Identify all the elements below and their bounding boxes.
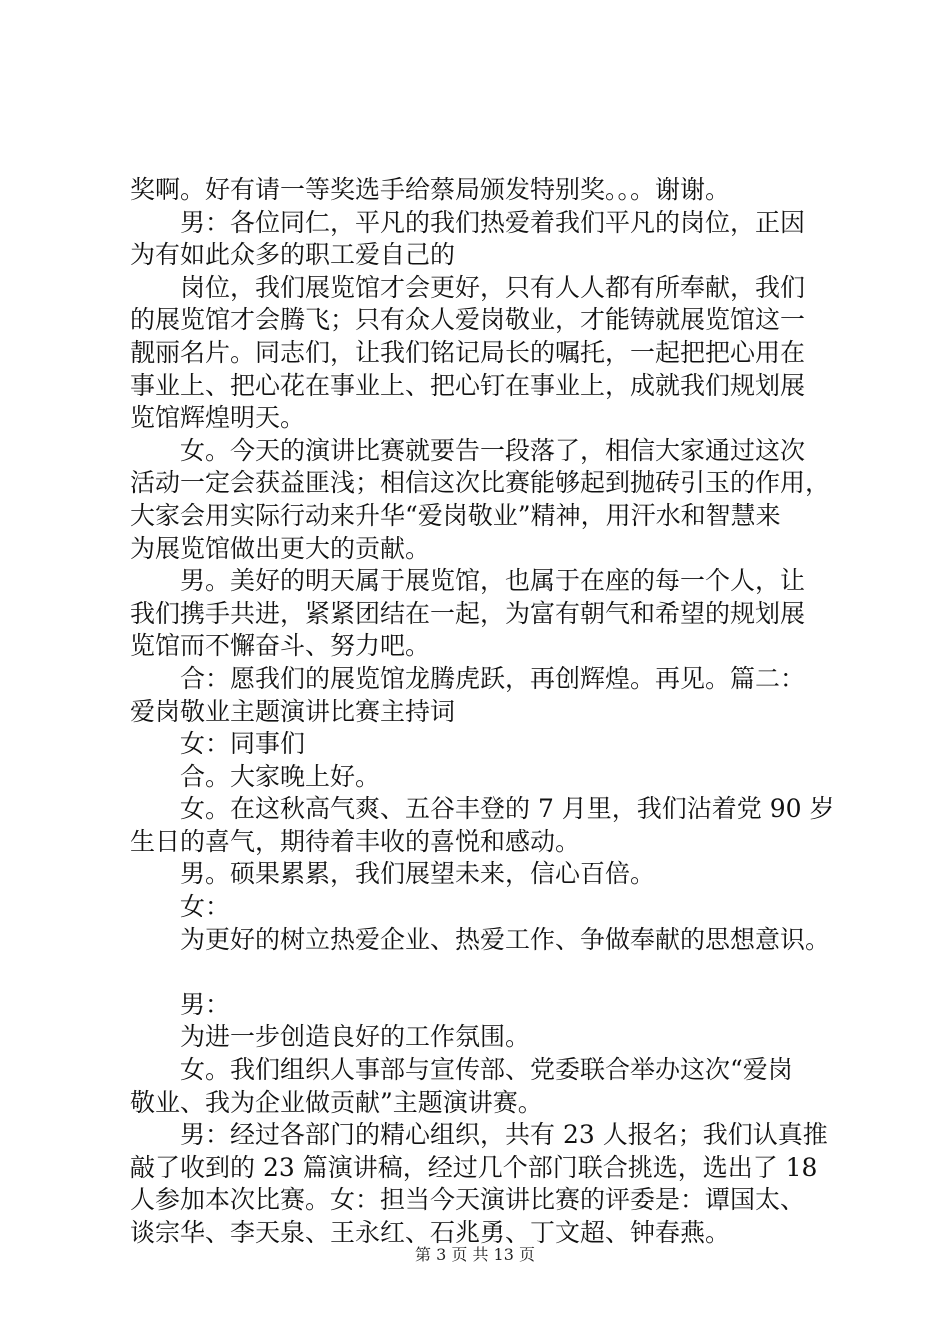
text-line: 靓丽名片。同志们，让我们铭记局长的嘱托，一起把把心用在	[130, 337, 806, 367]
text-line: 览馆而不懈奋斗、努力吧。	[130, 631, 431, 661]
text-line: 女。我们组织人事部与宣传部、党委联合举办这次“爱岗	[180, 1055, 793, 1085]
text-line: 合：愿我们的展览馆龙腾虎跃，再创辉煌。再见。篇二：	[180, 663, 806, 693]
text-line: 大家会用实际行动来升华“爱岗敬业”精神，用汗水和智慧来	[130, 500, 781, 530]
text-line: 为进一步创造良好的工作氛围。	[180, 1022, 531, 1052]
text-line: 岗位，我们展览馆才会更好，只有人人都有所奉献，我们	[180, 272, 806, 302]
document-body	[130, 174, 840, 1250]
text-line: 男：各位同仁，平凡的我们热爱着我们平凡的岗位，正因	[180, 207, 806, 237]
text-line: 我们携手共进，紧紧团结在一起，为富有朝气和希望的规划展	[130, 598, 806, 628]
text-line: 男：	[180, 989, 231, 1019]
text-line: 男。美好的明天属于展览馆，也属于在座的每一个人，让	[180, 566, 806, 596]
text-line: 奖啊。好有请一等奖选手给蔡局颁发特别奖。。。谢谢。	[130, 175, 731, 204]
page-footer: 第 3 页 共 13 页	[415, 1245, 535, 1264]
text-line: 男。硕果累累，我们展望未来，信心百倍。	[180, 859, 656, 889]
text-line: 女。今天的演讲比赛就要告一段落了，相信大家通过这次	[180, 435, 806, 465]
text-line: 为有如此众多的职工爱自己的	[130, 240, 456, 270]
text-line: 为展览馆做出更大的贡献。	[130, 533, 431, 563]
text-line: 览馆辉煌明天。	[130, 403, 306, 433]
text-line: 事业上、把心花在事业上、把心钉在事业上，成就我们规划展	[130, 370, 806, 400]
text-line: 谈宗华、李天泉、王永红、石兆勇、丁文超、钟春燕。	[130, 1218, 731, 1247]
text-line: 的展览馆才会腾飞；只有众人爱岗敬业，才能铸就展览馆这一	[130, 305, 806, 335]
text-line: 人参加本次比赛。女：担当今天演讲比赛的评委是：谭国太、	[130, 1185, 806, 1215]
text-line: 合。大家晚上好。	[180, 761, 381, 791]
text-line: 女：	[180, 892, 231, 922]
text-line: 生日的喜气，期待着丰收的喜悦和感动。	[130, 826, 581, 856]
text-line: 女：同事们	[180, 729, 306, 759]
text-line: 为更好的树立热爱企业、热爱工作、争做奉献的思想意识。	[180, 924, 831, 954]
text-line: 男：经过各部门的精心组织，共有 23 人报名；我们认真推	[180, 1120, 828, 1150]
text-line: 女。在这秋高气爽、五谷丰登的 7 月里，我们沾着党 90 岁	[180, 794, 835, 824]
text-line	[130, 956, 840, 989]
text-line: 敬业、我为企业做贡献”主题演讲赛。	[130, 1087, 543, 1117]
text-line: 爱岗敬业主题演讲比赛主持词	[130, 696, 456, 726]
text-line: 活动一定会获益匪浅；相信这次比赛能够起到抛砖引玉的作用，	[130, 468, 831, 498]
text-line: 敲了收到的 23 篇演讲稿，经过几个部门联合挑选，选出了 18	[130, 1152, 818, 1182]
